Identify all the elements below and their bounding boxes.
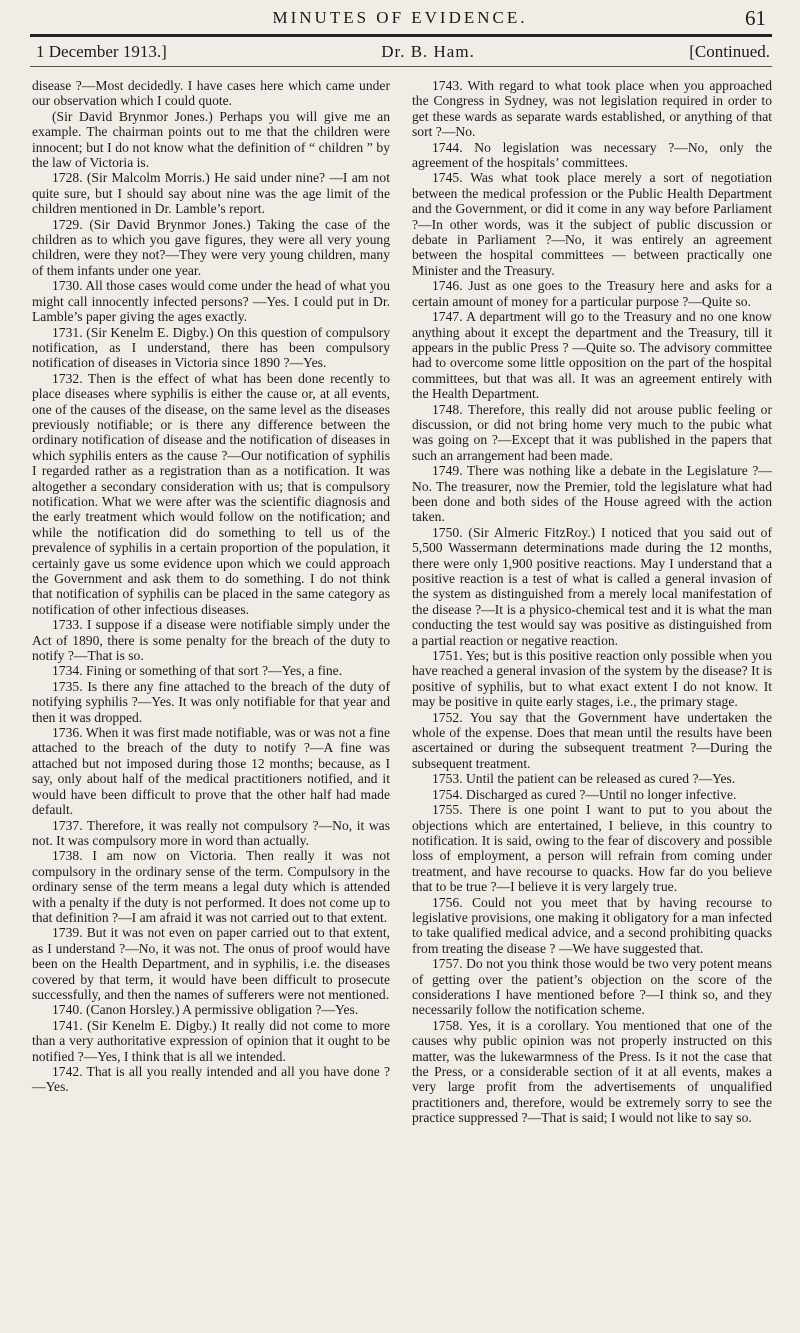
- paragraph: 1738. I am now on Victoria. Then really it was not compulsory in the ordinary sense of the term. Compulsory in the ordinary sense of the term means a legal duty which is attended with a penalty if the duty is not performed. It does not come up to that definition ?—I am afraid it was not carried out to that extent.: [32, 848, 390, 925]
- paragraph: 1755. There is one point I want to put to you about the objections which are entertained, I believe, in this country to notification. It is said, owing to the fear of discovery and possible loss of employment, a person will refrain from coming under treatment, and have recourse to quacks. How far do you believe that to be true ?—I believe it is very largely true.: [412, 802, 772, 895]
- paragraph: 1737. Therefore, it was really not compulsory ?—No, it was not. It was compulsory more in word than actually.: [32, 817, 390, 848]
- paragraph: 1757. Do not you think those would be two very potent means of getting over the patient’s objection on the score of the considerations I have mentioned before ?—I think so, and they necessarily follow the notification scheme.: [412, 956, 772, 1018]
- paragraph: 1740. (Canon Horsley.) A permissive obligation ?—Yes.: [52, 1002, 359, 1018]
- date-line: [36, 42, 770, 62]
- paragraph: disease ?—Most decidedly. I have cases here which came under our observation which I could quote.: [32, 78, 390, 109]
- paragraph: 1752. You say that the Government have undertaken the whole of the expense. Does that mean until the results have been ascertained or during the subsequent treatment ?—During the subsequent treatment.: [412, 709, 772, 771]
- paragraph: 1730. All those cases would come under the head of what you might call innocently infected persons? —Yes. I could put in Dr. Lamble’s paper giving the ages exactly.: [32, 278, 390, 325]
- paragraph: 1744. No legislation was necessary ?—No, only the agreement of the hospitals’ committees.: [412, 139, 772, 171]
- paragraph: 1739. But it was not even on paper carried out to that extent, as I understand ?—No, it was not. The onus of proof would have been on the Health Department, and in syphilis, i.e. the diseases covered by that term, it would have been difficult to prosecute successfully, and then the names of sufferers were not mentioned.: [32, 925, 390, 1002]
- right-column: [412, 78, 772, 1126]
- left-column: [32, 78, 390, 1095]
- page-number: 61: [745, 6, 766, 30]
- paragraph: 1729. (Sir David Brynmor Jones.) Taking the case of the children as to which you gave figures, they were all very young children, were they not?—They were very young children, many of them infants under one year.: [32, 216, 390, 278]
- paragraph: 1754. Discharged as cured ?—Until no longer infective.: [432, 786, 737, 802]
- paragraph: 1728. (Sir Malcolm Morris.) He said under nine? —I am not quite sure, but I should say about nine was the age limit of the children mentioned in Dr. Lamble’s report.: [32, 170, 390, 217]
- paragraph: 1731. (Sir Kenelm E. Digby.) On this question of compulsory notification, as I understand, there has been compulsory notification of diseases in Victoria since 1890 ?—Yes.: [32, 324, 390, 371]
- paragraph: 1753. Until the patient can be released as cured ?—Yes.: [432, 771, 736, 787]
- paragraph: 1742. That is all you really intended and all you have done ?—Yes.: [32, 1064, 390, 1095]
- paragraph: 1748. Therefore, this really did not arouse public feeling or discussion, or did not bring home very much to the pubic what was going on ?—Except that it was published in the papers that such an arrangement had been made.: [412, 401, 772, 463]
- paragraph: 1750. (Sir Almeric FitzRoy.) I noticed that you said out of 5,500 Wassermann determinations made during the 12 months, there were only 1,900 positive reactions. May I understand that a positive reaction is a test of what is called a general invasion of the system as distinguished from a merely local manifestation of the disease ?—It is a physico-chemical test and it is what the man conducting the test would say was positive as distinguished from a partial reaction or negative reaction.: [412, 524, 772, 648]
- paragraph: 1741. (Sir Kenelm E. Digby.) It really did not come to more than a very authoritative expression of opinion that it ought to be notified ?—Yes, I think that is all we intended.: [32, 1017, 390, 1064]
- paragraph: 1746. Just as one goes to the Treasury here and asks for a certain amount of money for a particular purpose ?—Quite so.: [412, 278, 772, 309]
- paragraph: 1733. I suppose if a disease were notifiable simply under the Act of 1890, there is some penalty for the breach of the duty to notify ?—That is so.: [32, 617, 390, 664]
- paragraph: (Sir David Brynmor Jones.) Perhaps you will give me an example. The chairman points out to me that the children were innocent; but I do not know what the definition of “ children ” by the law of Victoria is.: [32, 108, 390, 171]
- paragraph: 1747. A department will go to the Treasury and no one know anything about it except the department and the Treasury, till it appears in the public Press ? —Quite so. The advisory committee had to overcome some little opposition on the part of the hospital committees, but that was all. It was an agreement entirely with the Health Department.: [412, 309, 772, 402]
- paragraph: 1743. With regard to what took place when you approached the Congress in Sydney, was not legislation required in order to get these wards as separate wards established, or anything of that sort ?—No.: [412, 78, 772, 140]
- paragraph: 1734. Fining or something of that sort ?—Yes, a fine.: [52, 663, 343, 679]
- paragraph: 1758. Yes, it is a corollary. You mentioned that one of the causes why public opinion was not properly instructed on this matter, was the lukewarmness of the Press. Is it not the case that the Press, or a considerable section of it at all events, makes a very large profit from the advertisements of unqualified practitioners and, therefore, would be extremely sorry to see the practice suppressed ?—That is said; I would not like to say so.: [412, 1017, 772, 1126]
- paragraph: 1756. Could not you meet that by having recourse to legislative provisions, one making it obligatory for a man infected to take qualified medical advice, and a second prohibiting quacks from treating the disease ? —We have suggested that.: [412, 894, 772, 956]
- running-title: MINUTES OF EVIDENCE.: [272, 8, 528, 27]
- header-rule: [30, 34, 772, 37]
- witness-name: Dr. B. Ham.: [381, 42, 475, 61]
- sitting-date: 1 December 1913.]: [36, 42, 167, 61]
- paragraph: 1736. When it was first made notifiable, was or was not a fine attached to the breach of the duty to notify ?—A fine was attached but not imposed during those 12 months; because, as I say, only about half of the medical practitioners notified, and it would have been difficult to prove that the other half had made default.: [32, 725, 390, 818]
- paragraph: 1745. Was what took place merely a sort of negotiation between the medical profession or the Public Health Department and the Government, or did it come in any way before Parliament ?—In other words, was it the subject of public discussion or debate in Parliament ?—No, it was entirely an agreement between the hospital committees — between practically one Minister and the Treasury.: [412, 170, 772, 278]
- paragraph: 1751. Yes; but is this positive reaction only possible when you have reached a general invasion of the system by the disease? It is positive of syphilis, but to what exact extent I do not know. It may be positive in quite early stages, i.e., the primary stage.: [412, 648, 772, 710]
- paragraph: 1749. There was nothing like a debate in the Legislature ?—No. The treasurer, now the Premier, told the legislature what had been done and both sides of the House agreed with the action taken.: [412, 463, 772, 525]
- continued-label: [Continued.: [689, 42, 770, 61]
- paragraph: 1735. Is there any fine attached to the breach of the duty of notifying syphilis ?—Yes. It was only notifiable for that year and then it was dropped.: [32, 678, 390, 725]
- subheader-rule: [30, 66, 772, 67]
- paragraph: 1732. Then is the effect of what has been done recently to place diseases where syphilis is either the cause or, at all events, one of the causes of the disease, on the same level as the diseases previously notifiable; or is there any difference between the ordinary notification of disease and the notification of diseases in which syphilis enters as the cause ?—Our notification of syphilis I regarded rather as a registration than as a notification. It was altogether a secondary consideration with us; that is compulsory notification. What we were after was the scientific diagnosis and the early treatment which would follow on the notification; and while the notification did do something to tell us of the prevalence of syphilis in a certain proportion of the population, it certainly gave us some evidence upon which we could approach the Government and ask them to do something. I do not think that notification of syphilis can be placed in the same category as notification of other infectious diseases.: [32, 370, 390, 617]
